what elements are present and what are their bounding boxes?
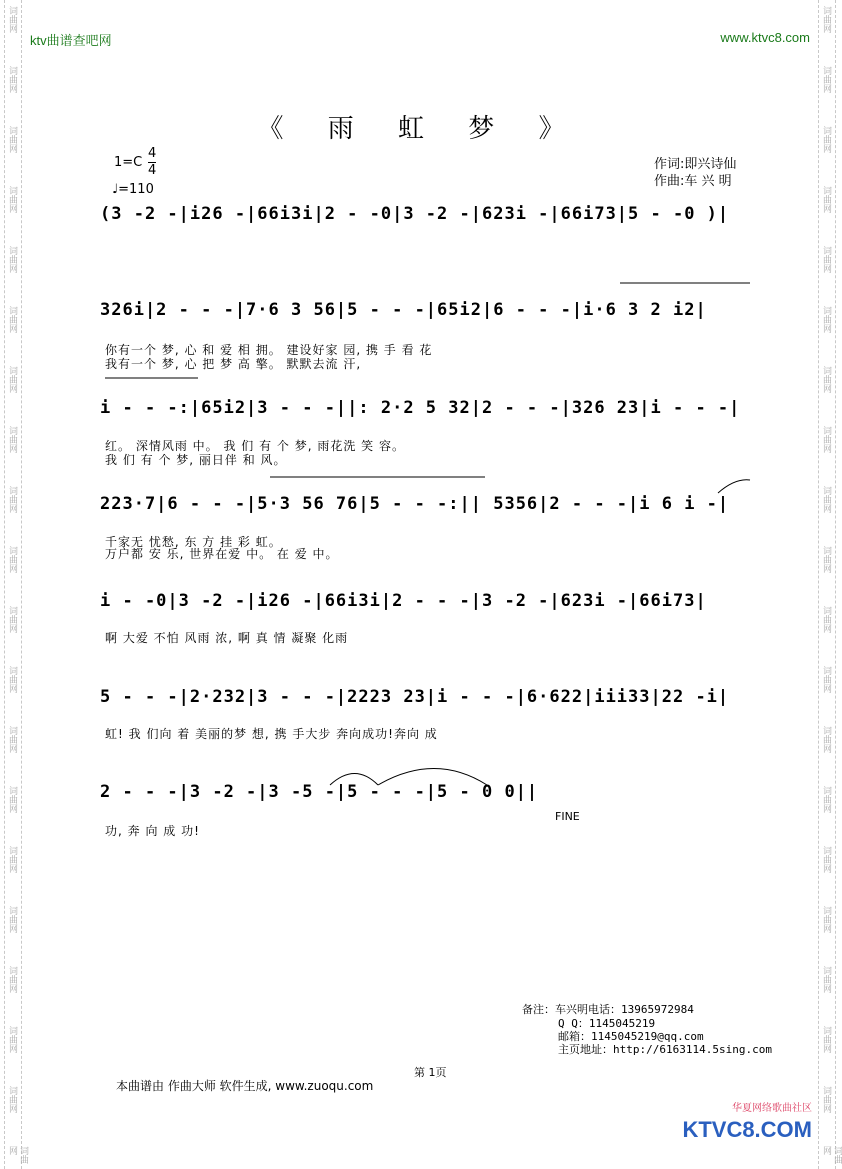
side-watermark-text: 词曲网 [821,126,831,153]
lyric-row-4b: 万户都 安 乐, 世界在爱 中。 在 爱 中。 [105,547,339,561]
side-watermark-text: 词曲网 [7,1146,28,1164]
side-watermark-text: 词曲网 [821,1086,831,1113]
remark-qq: Q Q：1145045219 [558,1017,656,1030]
lyric-row-2a: 你有一个 梦, 心 和 爱 相 拥。 建设好家 园, 携 手 看 花 [105,343,433,357]
side-watermark-text: 词曲网 [821,966,831,993]
side-watermark-text: 词曲网 [7,966,17,993]
remark-phone: 备注：车兴明电话：13965972984 [522,1003,694,1016]
staff-row-7: 2 - - -|3 -2 -|3 -5 -|5 - - -|5 - 0 0|| [100,782,539,802]
lyric-row-3b: 我 们 有 个 梦, 丽日伴 和 风。 [105,453,287,467]
side-watermark-text: 词曲网 [7,246,17,273]
time-bottom: 4 [148,163,157,178]
site-name-left[interactable]: ktv曲谱查吧网 [30,33,112,48]
lyric-row-4a: 千家无 忧愁, 东 方 挂 彩 虹。 [105,535,282,549]
song-title: 《 雨 虹 梦 》 [257,114,583,144]
side-watermark-text: 词曲网 [821,846,831,873]
side-watermark-text: 词曲网 [821,606,831,633]
side-watermark-text: 词曲网 [7,426,17,453]
side-watermark-text: 词曲网 [7,726,17,753]
staff-row-6: 5 - - -|2·232|3 - - -|2223 23|i - - -|6·622|iii33|22 -i| [100,687,730,707]
tie-arc-3 [378,769,487,786]
side-watermark-text: 词曲网 [7,906,17,933]
side-watermark-text: 词曲网 [821,546,831,573]
side-watermark-text: 词曲网 [821,486,831,513]
staff-row-1: (3 -2 -|i26 -|66i3i|2 - -0|3 -2 -|623i -|66i73|5 - -0 )| [100,204,730,224]
lyric-row-7: 功, 奔 向 成 功! [105,824,200,838]
side-watermark-text: 词曲网 [7,186,17,213]
lyric-row-2b: 我有一个 梦, 心 把 梦 高 擎。 默默去流 汗, [105,357,362,371]
lyric-row-5: 啊 大爱 不怕 风雨 浓, 啊 真 情 凝聚 化雨 [105,631,349,645]
logo-tagline: 华夏网络歌曲社区 [732,1103,812,1114]
side-watermark-text: 词曲网 [7,486,17,513]
side-watermark-text: 词曲网 [821,1026,831,1053]
side-watermark-text: 词曲网 [7,786,17,813]
side-watermark-text: 词曲网 [821,186,831,213]
side-watermark-text: 词曲网 [821,66,831,93]
time-top: 4 [148,146,157,161]
tie-arc-1 [718,480,750,493]
lyric-row-6: 虹! 我 们向 着 美丽的梦 想, 携 手大步 奔向成功!奔向 成 [105,727,438,741]
side-watermark-text: 词曲网 [821,426,831,453]
remark-mail: 邮箱：1145045219@qq.com [558,1030,704,1043]
logo-text: KTVC8.COM [682,1117,812,1142]
side-watermark-text: 词曲网 [821,6,831,33]
side-watermark-text: 词曲网 [821,786,831,813]
side-watermark-text: 词曲网 [821,246,831,273]
composer: 作曲:车 兴 明 [654,174,732,189]
side-watermark-text: 词曲网 [821,666,831,693]
staff-row-4: 223·7|6 - - -|5·3 56 76|5 - - -:|| 5356|2 - - -|i 6 i -| [100,494,730,514]
staff-row-3: i - - -:|65i2|3 - - -||: 2·2 5 32|2 - - -|326 23|i - - -| [100,398,741,418]
side-watermark-text: 词曲网 [7,66,17,93]
side-watermark-text: 词曲网 [7,6,17,33]
side-watermark-text: 词曲网 [7,666,17,693]
side-watermark-text: 词曲网 [7,1026,17,1053]
page-number: 第 1页 [414,1066,447,1079]
side-watermark-text: 词曲网 [7,546,17,573]
key-signature: 1=C [114,155,143,170]
side-watermark-text: 词曲网 [821,726,831,753]
fine-mark: FINE [555,810,580,823]
lyricist: 作词:即兴诗仙 [654,157,737,172]
site-url-right[interactable]: www.ktvc8.com [720,30,810,45]
tempo-mark: ♩=110 [112,182,154,197]
generator-note: 本曲谱由 作曲大师 软件生成, www.zuoqu.com [116,1079,374,1093]
side-watermark-text: 词曲网 [821,366,831,393]
side-watermark-text: 词曲网 [7,366,17,393]
staff-row-2: 326i|2 - - -|7·6 3 56|5 - - -|65i2|6 - - -|i·6 3 2 i2| [100,300,707,320]
ktvc8-logo [672,1099,812,1143]
side-watermark-text: 词曲网 [7,126,17,153]
remark-homepage[interactable]: 主页地址：http://6163114.5sing.com [558,1043,772,1056]
lyric-row-3a: 红。 深情风雨 中。 我 们 有 个 梦, 雨花洗 笑 容。 [105,439,405,453]
side-watermark-text: 词曲网 [7,1086,17,1113]
side-watermark-text: 词曲网 [821,1146,842,1164]
side-watermark-text: 词曲网 [821,906,831,933]
side-watermark-text: 词曲网 [7,306,17,333]
side-watermark-text: 词曲网 [7,606,17,633]
staff-row-5: i - -0|3 -2 -|i26 -|66i3i|2 - - -|3 -2 -|623i -|66i73| [100,591,707,611]
side-watermark-text: 词曲网 [7,846,17,873]
tie-arc-2 [330,774,378,786]
side-watermark-text: 词曲网 [821,306,831,333]
